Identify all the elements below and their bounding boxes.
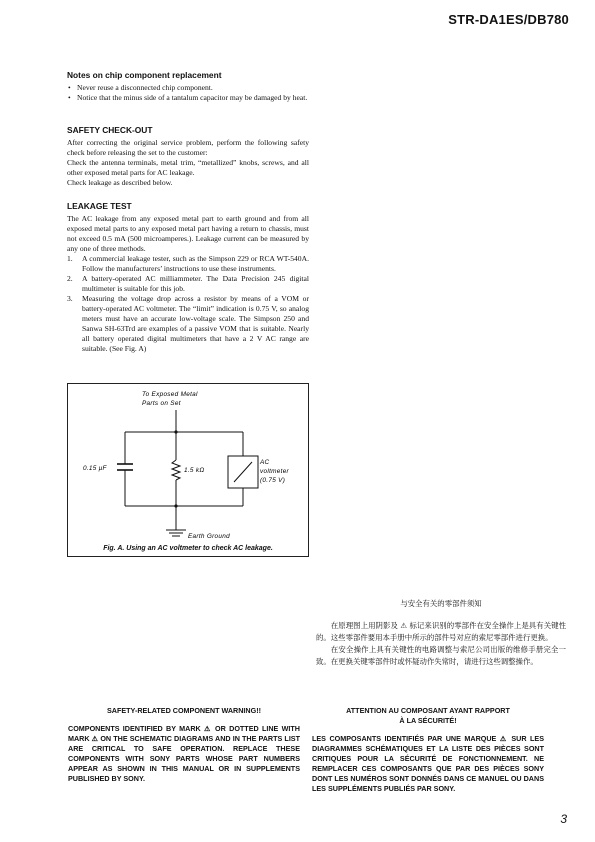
- leakage-method-item: [67, 294, 309, 354]
- item-number: 2.: [67, 274, 73, 283]
- figure-caption: Fig. A. Using an AC voltmeter to check AC leakage.: [103, 545, 273, 552]
- warning-title: SAFETY-RELATED COMPONENT WARNING!!: [107, 706, 261, 715]
- voltmeter-label: (0.75 V): [260, 477, 286, 484]
- figure-top-label: To Exposed Metal: [142, 391, 198, 398]
- item-text: Measuring the voltage drop across a resistor by means of a VOM or battery-operated AC voltmeter. The “limit” indication is 0.75 V, so analog meters must have an accurate low-voltage scale. The Simpson 250 and Sanwa SH-63Trd are examples of a passive VOM that is suitable. Nearly all battery operated digital multimeters that have a 2 V AC range are suitable. (See Fig. A): [82, 294, 309, 353]
- model-header: STR-DA1ES/DB780: [448, 12, 569, 27]
- warning-title: [312, 706, 544, 726]
- resistor-symbol: [172, 460, 180, 480]
- chinese-title: 与安全有关的零部件须知: [400, 599, 482, 608]
- junction-dot: [174, 430, 177, 433]
- chinese-safety-section: [316, 598, 566, 668]
- notes-section: [67, 70, 309, 103]
- leakage-test-title: LEAKAGE TEST: [67, 201, 132, 211]
- safety-check-paragraph: Check leakage as described below.: [67, 178, 173, 187]
- capacitor-label: 0.15 μF: [83, 465, 107, 472]
- safety-check-section: [67, 125, 309, 188]
- safety-check-title: SAFETY CHECK-OUT: [67, 125, 153, 135]
- warning-title-line: ATTENTION AU COMPOSANT AYANT RAPPORT: [346, 706, 510, 715]
- leakage-intro: The AC leakage from any exposed metal part to earth ground and from all exposed metal parts to any exposed metal part having a return to chassis, must not exceed 0.5 mA (500 microamperes.). Leakage current can be measured by any one of three methods.: [67, 214, 309, 253]
- resistor-label: 1.5 kΩ: [184, 467, 205, 474]
- leakage-methods-list: [67, 254, 309, 354]
- notes-list: [67, 83, 309, 103]
- leakage-circuit-diagram: [68, 384, 308, 556]
- junction-dot: [174, 504, 177, 507]
- safety-check-paragraph: Check the antenna terminals, metal trim, “metallized” knobs, screws, and all other exposed metal parts for AC leakage.: [67, 158, 309, 177]
- notes-item: • Notice that the minus side of a tantalum capacitor may be damaged by heat.: [67, 93, 309, 103]
- warning-body: COMPONENTS IDENTIFIED BY MARK ⚠ OR DOTTED LINE WITH MARK ⚠ ON THE SCHEMATIC DIAGRAMS AND IN THE PARTS LIST ARE CRITICAL TO SAFE OPERATION. REPLACE THESE COMPONENTS WITH SONY PARTS WHOSE PART NUMBERS APPEAR AS SHOWN IN THIS MANUAL OR IN SUPPLEMENTS PUBLISHED BY SONY.: [68, 724, 300, 783]
- figure-top-label: Parts on Set: [142, 400, 181, 407]
- figure-a: [67, 383, 309, 557]
- notes-title: Notes on chip component replacement: [67, 70, 222, 80]
- item-text: A battery-operated AC milliammeter. The Data Precision 245 digital multimeter is suitable for this job.: [82, 274, 309, 293]
- safety-warning-english: [68, 706, 300, 784]
- warning-title-line: À LA SÉCURITÉ!: [399, 716, 457, 725]
- page-number: 3: [560, 812, 567, 826]
- voltmeter-label: voltmeter: [260, 468, 289, 475]
- chinese-paragraph: 在原理图上用阴影及 ⚠ 标记来识别的零部件在安全操作上是具有关键性的。这些零部件要用本手册中所示的部件号对应的索尼零部件进行更换。: [316, 621, 566, 642]
- leakage-method-item: [67, 274, 309, 294]
- voltmeter-needle: [234, 462, 252, 482]
- item-text: A commercial leakage tester, such as the Simpson 229 or RCA WT-540A. Follow the manufacturers’ instructions to use these instruments.: [82, 254, 309, 273]
- voltmeter-label: AC: [260, 459, 270, 466]
- item-number: 1.: [67, 254, 73, 263]
- notes-item: • Never reuse a disconnected chip component.: [67, 83, 309, 93]
- warning-body: LES COMPOSANTS IDENTIFIÉS PAR UNE MARQUE ⚠ SUR LES DIAGRAMMES SCHÉMATIQUES ET LA LISTE DES PIÈCES SONT CRITIQUES POUR LA SÉCURITÉ DE FONCTIONNEMENT. NE REMPLACER CES COMPOSANTS QUE PAR DES PIÈCES SONY DONT LES NUMÉROS SONT DONNÉS DANS CE MANUEL OU DANS LES SUPPLÉMENTS PUBLIÉS PAR SONY.: [312, 734, 544, 793]
- item-number: 3.: [67, 294, 73, 303]
- safety-warning-french: [312, 706, 544, 794]
- safety-check-paragraph: After correcting the original service problem, perform the following safety check before releasing the set to the customer:: [67, 138, 309, 157]
- chinese-paragraph: 在安全操作上具有关键性的电路调整与索尼公司出版的维修手册完全一致。在更换关键零部件时或怀疑动作失常时，请进行这些调整操作。: [316, 645, 566, 666]
- leakage-method-item: [67, 254, 309, 274]
- leakage-test-section: [67, 201, 309, 354]
- earth-ground-label: Earth Ground: [188, 533, 230, 540]
